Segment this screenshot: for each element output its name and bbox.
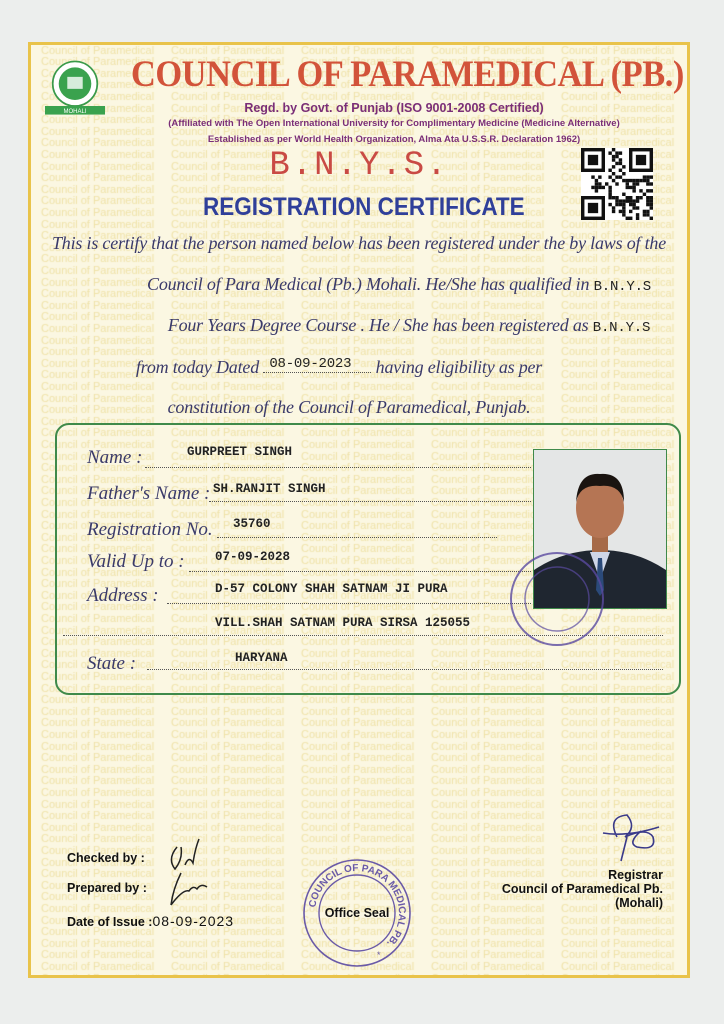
course-value: B.N.Y.S bbox=[592, 320, 651, 336]
office-seal-label: Office Seal bbox=[324, 906, 390, 920]
body-text: Council of Para Medical (Pb.) Mohali. He/She has qualified in bbox=[147, 274, 590, 294]
body-line-3 bbox=[81, 315, 690, 336]
registration-no-value: 35760 bbox=[233, 517, 271, 531]
address-line-2: VILL.SHAH SATNAM PURA SIRSA 125055 bbox=[215, 616, 471, 630]
course-title: B.N.Y.S. bbox=[269, 147, 449, 185]
org-name: COUNCIL OF PARAMEDICAL (PB.) bbox=[131, 54, 684, 95]
date-of-issue bbox=[67, 913, 234, 929]
state-value: HARYANA bbox=[235, 651, 288, 665]
body-text: from today Dated bbox=[135, 357, 259, 377]
date-of-issue-value: 08-09-2023 bbox=[152, 913, 235, 929]
checked-by-label: Checked by : bbox=[67, 851, 145, 865]
registrar-location: (Mohali) bbox=[615, 896, 663, 910]
registrar-org: Council of Paramedical Pb. bbox=[501, 882, 663, 896]
father-name-label: Father's Name : bbox=[87, 483, 211, 504]
body-line-5: constitution of the Council of Paramedical, Punjab. bbox=[167, 397, 531, 417]
svg-text:COUNCIL OF PARA MEDICAL PB.: COUNCIL OF PARA MEDICAL PB. bbox=[307, 862, 408, 949]
father-name-value: SH.RANJIT SINGH bbox=[213, 482, 326, 496]
registration-no-label: Registration No. bbox=[87, 519, 213, 540]
svg-text:*: * bbox=[377, 950, 381, 960]
registrar-label: Registrar bbox=[608, 868, 663, 882]
qr-code[interactable] bbox=[581, 148, 653, 220]
svg-text:MOHALI: MOHALI bbox=[63, 108, 87, 115]
date-of-issue-label: Date of Issue : bbox=[67, 915, 153, 929]
issue-date-value: 08-09-2023 bbox=[263, 356, 371, 373]
body-text: Four Years Degree Course . He / She has been registered as bbox=[167, 315, 589, 335]
photo-stamp bbox=[481, 551, 611, 651]
name-value: GURPREET SINGH bbox=[187, 445, 293, 459]
address-label: Address : bbox=[87, 585, 159, 606]
name-label: Name : bbox=[87, 447, 143, 468]
prepared-by-label: Prepared by : bbox=[67, 881, 147, 895]
affiliation-line: (Affiliated with The Open International University for Complimentary Medicine (Medicine Alternative) bbox=[168, 118, 620, 129]
body-line-4 bbox=[28, 357, 667, 378]
valid-up-to-label: Valid Up to : bbox=[87, 551, 185, 572]
registration-line: Regd. by Govt. of Punjab (ISO 9001-2008 Certified) bbox=[244, 101, 544, 115]
state-label: State : bbox=[87, 653, 137, 674]
body-text: having eligibility as per bbox=[375, 357, 543, 377]
course-value: B.N.Y.S bbox=[593, 279, 651, 295]
certificate bbox=[28, 42, 690, 978]
valid-up-to-value: 07-09-2028 bbox=[215, 550, 291, 564]
checker-signature bbox=[163, 829, 213, 909]
body-line-2 bbox=[71, 274, 690, 295]
council-logo bbox=[45, 59, 105, 117]
body-line-1: This is certify that the person named below has been registered under the by laws of the bbox=[52, 233, 666, 253]
established-line: Established as per World Health Organization, Alma Ata U.S.S.R. Declaration 1962) bbox=[207, 134, 581, 145]
address-line-1: D-57 COLONY SHAH SATNAM JI PURA bbox=[215, 582, 448, 596]
certificate-title: REGISTRATION CERTIFICATE bbox=[203, 193, 525, 221]
registrar-title bbox=[502, 868, 663, 910]
registrar-signature bbox=[597, 807, 667, 865]
